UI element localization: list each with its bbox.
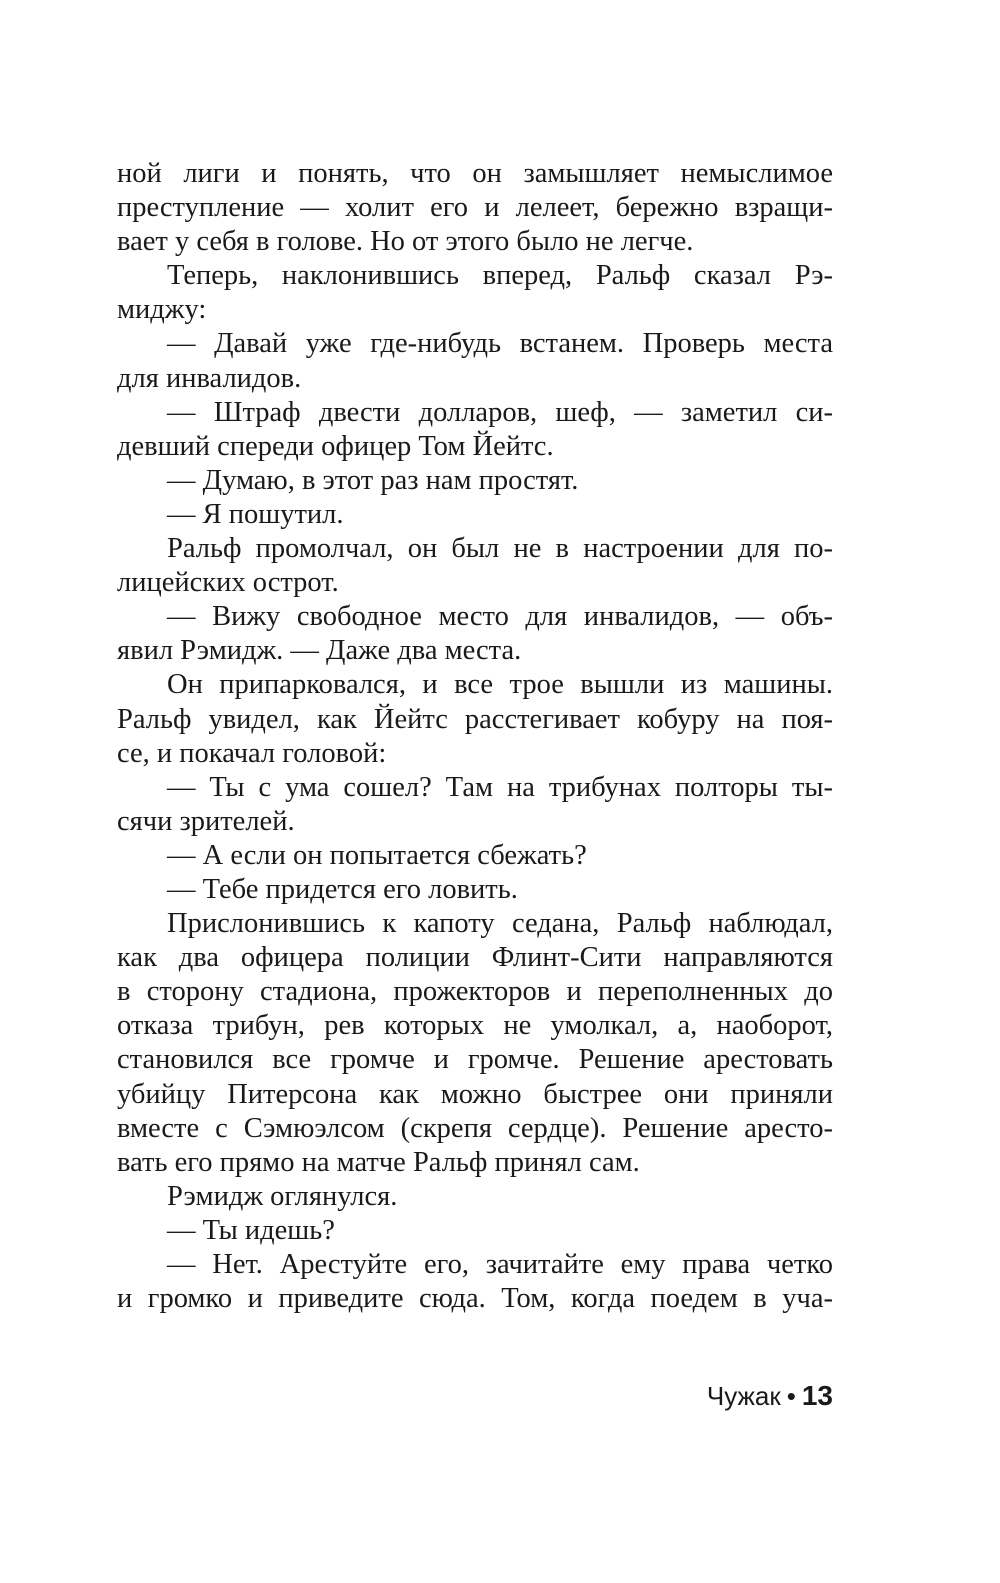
book-title: Чужак [706, 1381, 781, 1411]
body-text [117, 157, 833, 1316]
text-line: — Ты идешь? [167, 1214, 335, 1246]
text-line: для инвалидов. [117, 362, 302, 394]
text-line: — Я пошутил. [167, 498, 344, 530]
text-line: явил Рэмидж. — Даже два места. [117, 635, 522, 667]
text-line: — Давай уже где-нибудь встанем. Проверь места [167, 328, 833, 360]
text-line: Теперь, наклонившись вперед, Ральф сказал Рэ- [167, 260, 833, 292]
text-line: Он припарковался, и все трое вышли из машины. [167, 669, 833, 701]
text-line: лицейских острот. [117, 567, 339, 599]
text-line: и громко и приведите сюда. Том, когда поедем в уча- [117, 1283, 833, 1315]
footer-separator: • [786, 1381, 796, 1411]
text-line: становился все громче и громче. Решение арестовать [117, 1044, 833, 1076]
text-line: в сторону стадиона, прожекторов и переполненных до [117, 976, 833, 1008]
text-line: Прислонившись к капоту седана, Ральф наблюдал, [167, 908, 833, 940]
text-line: — Думаю, в этот раз нам простят. [167, 464, 579, 496]
text-line: вает у себя в голове. Но от этого было не легче. [117, 226, 694, 258]
text-line: вместе с Сэмюэлсом (скрепя сердце). Решение аресто- [117, 1112, 833, 1144]
text-line: — Нет. Арестуйте его, зачитайте ему права четко [167, 1249, 833, 1280]
text-line: отказа трибун, рев которых не умолкал, а, наоборот, [117, 1010, 833, 1042]
text-line: преступление — холит его и лелеет, бережно взращи- [117, 192, 833, 224]
page-number: 13 [801, 1380, 833, 1411]
text-line: — Ты с ума сошел? Там на трибунах полторы ты- [167, 771, 833, 803]
text-line: — Тебе придется его ловить. [167, 873, 518, 905]
text-line: Ральф промолчал, он был не в настроении для по- [167, 533, 833, 565]
text-line: — Штраф двести долларов, шеф, — заметил си- [167, 396, 833, 428]
running-footer [707, 1380, 833, 1412]
text-line: — Вижу свободное место для инвалидов, — объ- [167, 601, 833, 633]
text-line: Ральф увидел, как Йейтс расстегивает кобуру на поя- [117, 703, 833, 735]
text-line: вать его прямо на матче Ральф принял сам. [117, 1146, 640, 1178]
text-line: сячи зрителей. [117, 805, 295, 837]
text-line: ной лиги и понять, что он замышляет немыслимое [117, 158, 833, 189]
text-line: Рэмидж оглянулся. [167, 1180, 398, 1212]
text-line: се, и покачал головой: [117, 737, 387, 769]
text-line: девший спереди офицер Том Йейтс. [117, 430, 554, 462]
text-line: миджу: [117, 294, 207, 326]
text-line: как два офицера полиции Флинт-Сити направляются [117, 942, 833, 974]
text-line: — А если он попытается сбежать? [167, 839, 587, 871]
text-line: убийцу Питерсона как можно быстрее они приняли [117, 1078, 833, 1110]
